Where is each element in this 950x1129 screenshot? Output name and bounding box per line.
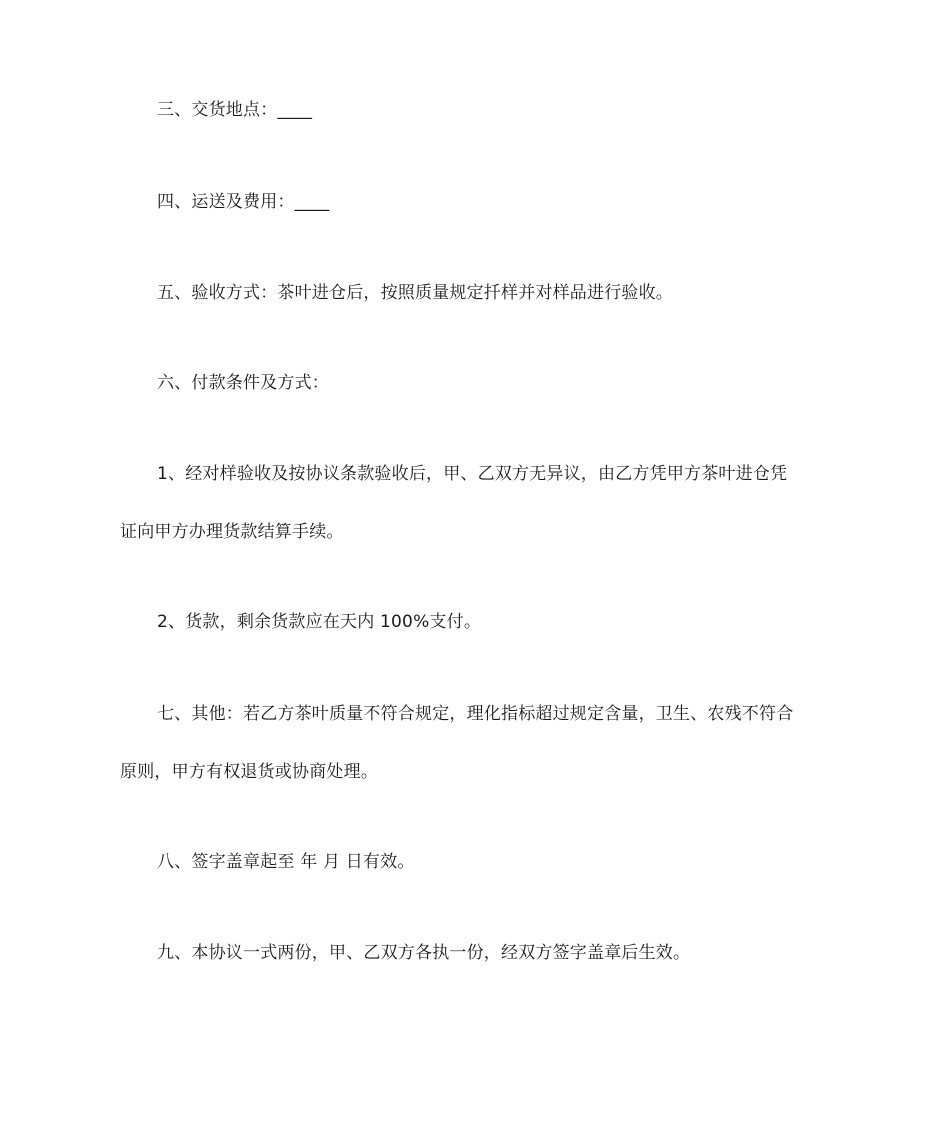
clause-9-copies: 九、本协议一式两份，甲、乙双方各执一份，经双方签字盖章后生效。 (157, 943, 691, 963)
clause-6-item-2: 2、货款，剩余货款应在天内 100%支付。 (157, 612, 482, 632)
clause-5-inspection: 五、验收方式：茶叶进仓后，按照质量规定扦样并对样品进行验收。 (157, 283, 673, 303)
clause-3-delivery-place: 三、交货地点：____ (157, 100, 313, 120)
clause-6-payment-heading: 六、付款条件及方式： (157, 373, 329, 393)
clause-6-item-1-line-2: 证向甲方办理货款结算手续。 (120, 522, 344, 542)
clause-7-other-line-2: 原则，甲方有权退货或协商处理。 (120, 762, 378, 782)
clause-4-transport-cost: 四、运送及费用：____ (157, 192, 330, 212)
clause-6-item-1-line-1: 1、经对样验收及按协议条款验收后，甲、乙双方无异议，由乙方凭甲方茶叶进仓凭 (157, 464, 788, 484)
clause-7-other-line-1: 七、其他：若乙方茶叶质量不符合规定，理化指标超过规定含量，卫生、农残不符合 (157, 704, 794, 724)
clause-8-effective-date: 八、签字盖章起至 年 月 日有效。 (157, 852, 415, 872)
